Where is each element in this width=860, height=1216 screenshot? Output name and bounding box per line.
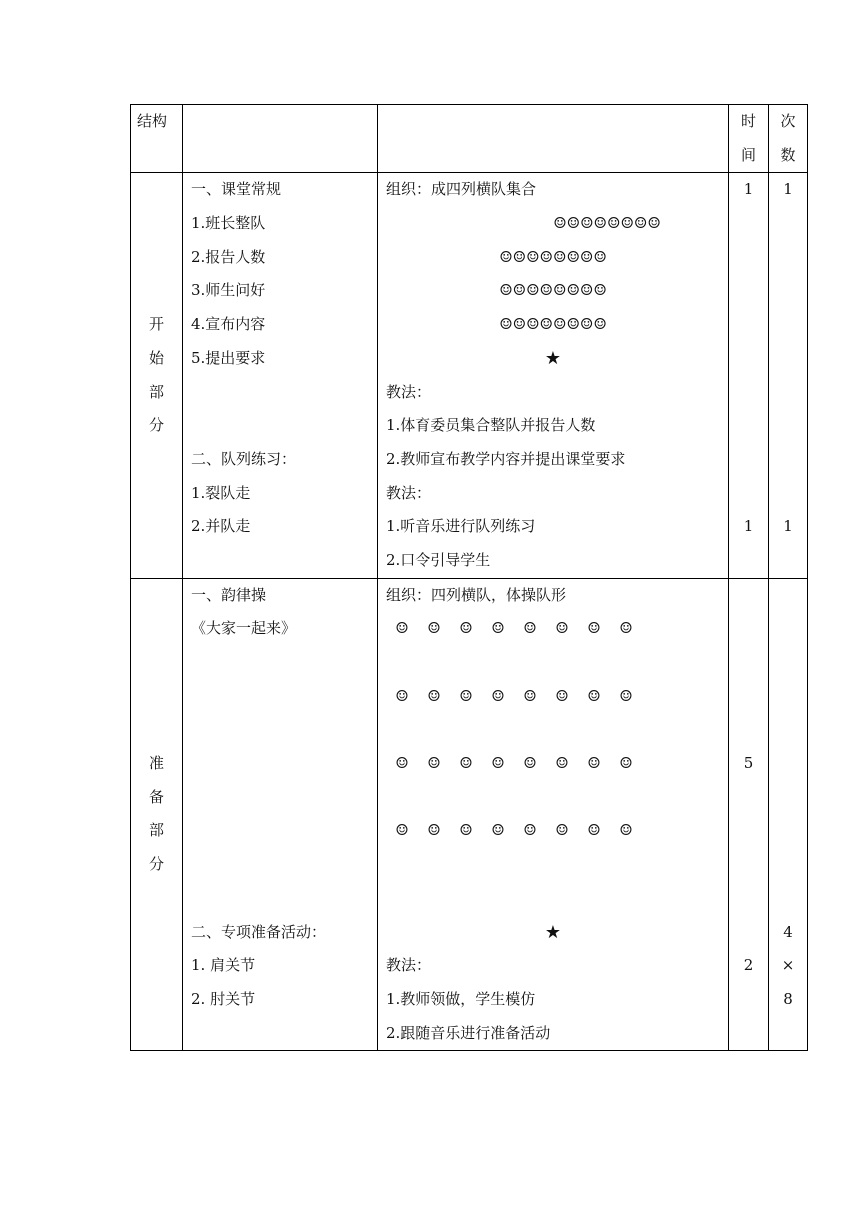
teacher-star-icon: ★ xyxy=(544,347,562,369)
section-start-name-cell xyxy=(131,173,183,578)
student-face-icon: ☺ xyxy=(619,821,633,840)
header-time-char-1: 时 xyxy=(740,112,756,130)
time-value: 1 xyxy=(743,517,754,536)
section-start-time-cell xyxy=(729,173,769,578)
header-count-char-2: 数 xyxy=(780,145,796,164)
section-prep-count-cell xyxy=(769,578,808,1051)
count-value: 8 xyxy=(783,989,793,1008)
section-prep-time-cell xyxy=(729,578,769,1051)
method-line: 1.教师领做，学生模仿 xyxy=(386,989,536,1008)
header-count-char-1: 次 xyxy=(780,112,796,130)
student-face-icon: ☺ xyxy=(523,821,537,840)
student-face-icon: ☺ xyxy=(523,619,537,638)
section-start-count-cell xyxy=(769,173,808,578)
content-line: 1. 肩关节 xyxy=(191,956,256,975)
student-face-icon: ☺ xyxy=(459,686,473,705)
student-face-icon: ☺ xyxy=(395,821,409,840)
student-face-icon: ☺ xyxy=(491,686,505,705)
student-face-icon: ☺ xyxy=(395,686,409,705)
header-content-cell xyxy=(183,105,378,173)
section-prep-organization-cell xyxy=(378,578,729,1051)
student-face-icon: ☺ xyxy=(523,754,537,773)
student-face-icon: ☺ xyxy=(587,754,601,773)
student-face-icon: ☺ xyxy=(619,619,633,638)
section-prep-char-4: 分 xyxy=(148,855,164,874)
content-line: 2.并队走 xyxy=(191,517,251,536)
content-line: 二、专项准备活动： xyxy=(191,922,327,941)
organization-title: 组织：成四列横队集合 xyxy=(386,180,537,199)
section-prep-char-1: 准 xyxy=(148,754,164,773)
student-face-icon: ☺ xyxy=(395,619,409,638)
student-face-icon: ☺ xyxy=(427,821,441,840)
section-start-char-1: 开 xyxy=(148,315,164,334)
method-line: 1.听音乐进行队列练习 xyxy=(386,517,536,536)
content-line xyxy=(183,376,377,410)
time-value: 2 xyxy=(743,956,754,975)
method-line: 2.跟随音乐进行准备活动 xyxy=(386,1023,551,1042)
section-start-char-2: 始 xyxy=(148,348,164,367)
student-face-icon: ☺ xyxy=(619,686,633,705)
student-face-icon: ☺ xyxy=(555,821,569,840)
count-value: 1 xyxy=(783,517,793,536)
header-structure: 结构 xyxy=(137,112,168,130)
formation-row: ☺☺☺☺☺☺☺☺ xyxy=(499,281,607,300)
method-line: 2.口令引导学生 xyxy=(386,550,491,569)
student-face-icon: ☺ xyxy=(491,821,505,840)
formation-row xyxy=(378,612,728,646)
organization-title: 组织：四列横队，体操队形 xyxy=(386,585,567,604)
header-count-cell xyxy=(769,105,808,173)
section-prep-char-3: 部 xyxy=(148,821,164,840)
section-prep-char-2: 备 xyxy=(148,787,164,806)
student-face-icon: ☺ xyxy=(459,754,473,773)
time-value: 1 xyxy=(743,180,754,199)
content-line: 《大家一起来》 xyxy=(191,619,297,638)
student-face-icon: ☺ xyxy=(395,754,409,773)
student-face-icon: ☺ xyxy=(587,686,601,705)
student-face-icon: ☺ xyxy=(523,686,537,705)
section-prep-name-cell xyxy=(131,578,183,1051)
student-face-icon: ☺ xyxy=(555,686,569,705)
student-face-icon: ☺ xyxy=(587,619,601,638)
section-start-content-cell xyxy=(183,173,378,578)
student-face-icon: ☺ xyxy=(587,821,601,840)
method-line: 1.体育委员集合整队并报告人数 xyxy=(386,416,596,435)
content-line xyxy=(183,409,377,443)
count-value: × xyxy=(781,956,795,975)
header-structure-cell xyxy=(131,105,183,173)
count-value: 4 xyxy=(783,922,793,941)
student-face-icon: ☺ xyxy=(427,754,441,773)
teacher-star-icon: ★ xyxy=(544,921,562,943)
student-face-icon: ☺ xyxy=(459,821,473,840)
content-line: 3.师生问好 xyxy=(191,281,266,300)
content-line: 2.报告人数 xyxy=(191,247,266,266)
header-row xyxy=(131,105,808,173)
student-face-icon: ☺ xyxy=(491,754,505,773)
formation-row: ☺☺☺☺☺☺☺☺ xyxy=(499,315,607,334)
student-face-icon: ☺ xyxy=(427,619,441,638)
section-start-char-3: 部 xyxy=(148,382,164,401)
formation-row: ☺☺☺☺☺☺☺☺ xyxy=(499,247,607,266)
student-face-icon: ☺ xyxy=(491,619,505,638)
student-face-icon: ☺ xyxy=(555,619,569,638)
method-line: 2.教师宣布教学内容并提出课堂要求 xyxy=(386,449,626,468)
student-face-icon: ☺ xyxy=(427,686,441,705)
student-face-icon: ☺ xyxy=(555,754,569,773)
formation-row xyxy=(378,680,728,714)
method-line: 教法： xyxy=(386,956,432,975)
student-face-icon: ☺ xyxy=(459,619,473,638)
content-line: 5.提出要求 xyxy=(191,348,266,367)
content-line: 二、队列练习： xyxy=(191,449,297,468)
formation-row xyxy=(378,747,728,781)
header-organization-cell xyxy=(378,105,729,173)
method-line: 教法： xyxy=(386,483,432,502)
content-line: 2. 肘关节 xyxy=(191,989,256,1008)
section-start-organization-cell xyxy=(378,173,729,578)
section-start-char-4: 分 xyxy=(148,416,164,435)
count-value: 1 xyxy=(783,180,793,199)
section-prep-row xyxy=(131,578,808,1051)
section-prep-content-cell xyxy=(183,578,378,1051)
formation-row xyxy=(378,814,728,848)
content-line: 1.班长整队 xyxy=(191,214,266,233)
lesson-plan-table xyxy=(130,104,808,1051)
method-line: 教法： xyxy=(386,382,432,401)
time-value: 5 xyxy=(743,754,754,773)
section-start-row xyxy=(131,173,808,578)
content-line: 一、韵律操 xyxy=(191,585,267,604)
header-time-char-2: 间 xyxy=(740,145,756,164)
formation-row: ☺☺☺☺☺☺☺☺ xyxy=(553,214,661,233)
student-face-icon: ☺ xyxy=(619,754,633,773)
content-line: 一、课堂常规 xyxy=(191,180,282,199)
content-line: 1.裂队走 xyxy=(191,483,251,502)
header-time-cell xyxy=(729,105,769,173)
content-line: 4.宣布内容 xyxy=(191,315,266,334)
